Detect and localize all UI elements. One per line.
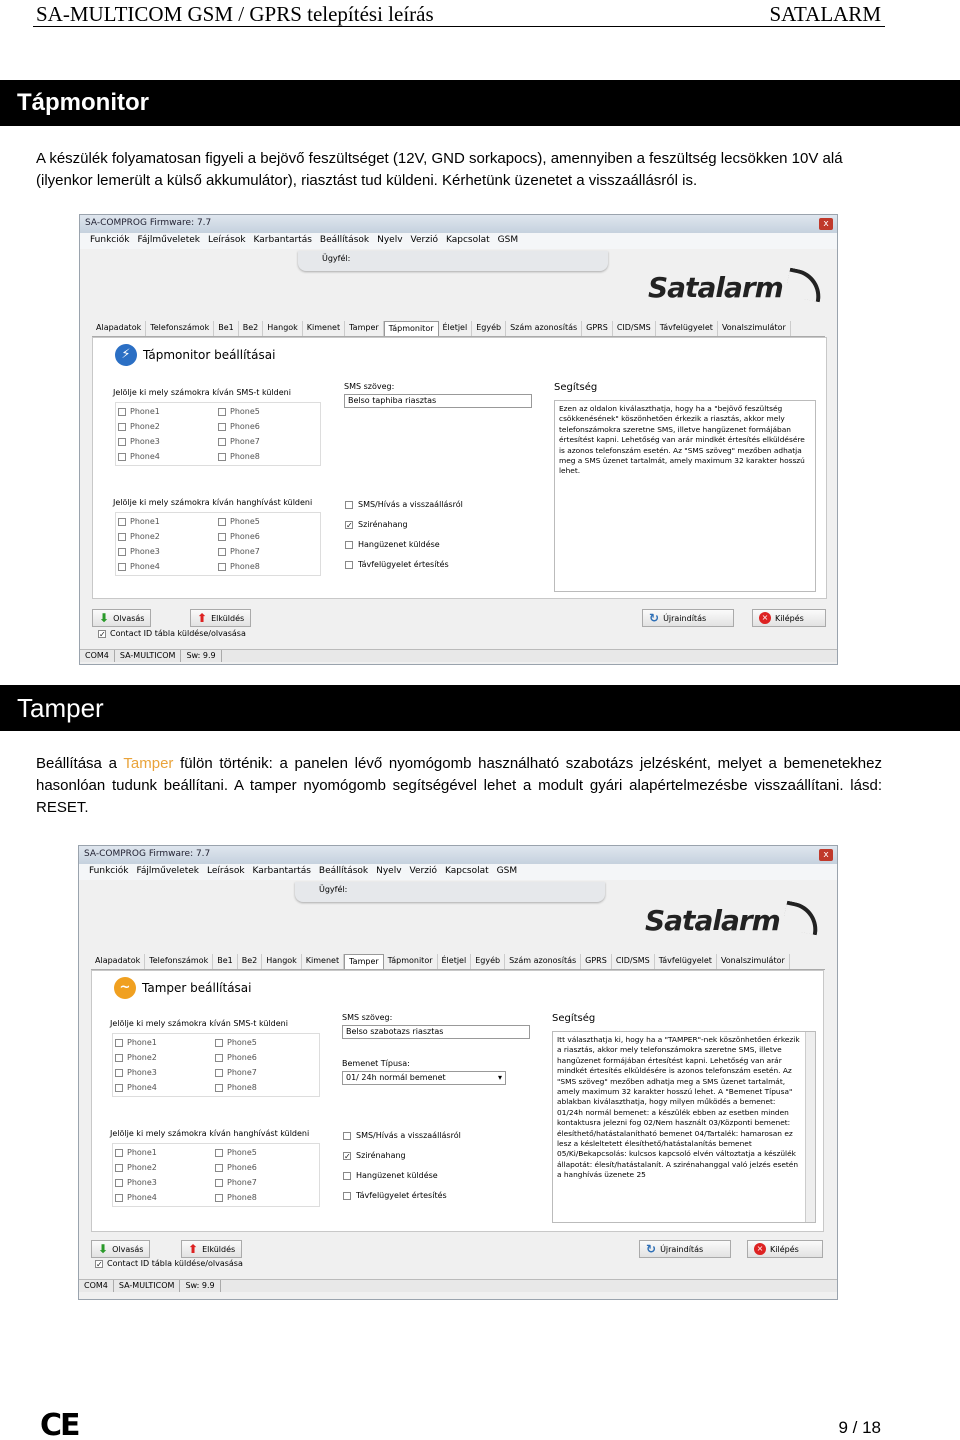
menu-item[interactable]: Nyelv: [376, 866, 402, 876]
voice-group-label: Jelölje ki mely számokra kíván hanghívást küldeni: [113, 498, 313, 507]
section-title-tapmonitor: Tápmonitor: [0, 80, 960, 126]
arrow-down-icon: ⬇: [98, 1242, 109, 1256]
option-siren[interactable]: ✓ Szirénahang: [346, 520, 408, 530]
chevron-down-icon: ▾: [497, 1073, 502, 1082]
voice-phone-list: [115, 512, 321, 576]
menu-item[interactable]: GSM: [496, 866, 518, 876]
sms-group-label: Jelölje ki mely számokra kíván SMS-t küldeni: [113, 388, 291, 397]
input-type-label: Bemenet Típusa:: [342, 1059, 410, 1068]
phone-checkbox[interactable]: Phone5: [218, 517, 318, 526]
contact-id-checkbox[interactable]: ✓ Contact ID tábla küldése/olvasása: [99, 629, 246, 639]
tab-be2[interactable]: Be2: [239, 321, 264, 336]
tab-eletjel[interactable]: Életjel: [439, 321, 473, 336]
arrow-up-icon: ⬆: [197, 611, 208, 625]
exit-button[interactable]: × Kilépés: [747, 1240, 823, 1258]
phone-checkbox[interactable]: Phone7: [215, 1178, 315, 1187]
tab-kimenet[interactable]: Kimenet: [302, 954, 344, 969]
panel-title-text: Tápmonitor beállításai: [143, 348, 276, 362]
menu-item[interactable]: Funkciók: [90, 235, 130, 245]
sms-group-label: Jelölje ki mely számokra kíván SMS-t küldeni: [110, 1019, 288, 1028]
refresh-icon: ↻: [649, 611, 660, 625]
status-sw: Sw: 9.9: [180, 1280, 220, 1292]
tab-hangok[interactable]: Hangok: [262, 954, 302, 969]
status-sw: Sw: 9.9: [181, 650, 221, 662]
header-brand: SATALARM: [769, 2, 881, 26]
client-field[interactable]: Ügyfél:: [295, 882, 605, 902]
menu-bar: [79, 864, 837, 880]
menu-item[interactable]: Funkciók: [89, 866, 129, 876]
phone-checkbox[interactable]: Phone4: [115, 1083, 215, 1092]
tab-eletjel[interactable]: Életjel: [438, 954, 472, 969]
tab-tapmonitor[interactable]: Tápmonitor: [384, 321, 439, 336]
logo-text: Satalarm: [645, 904, 780, 937]
tab-tamper[interactable]: Tamper: [344, 954, 384, 969]
tab-vonalszimulator[interactable]: Vonalszimulátor: [718, 321, 791, 336]
help-scrollbar[interactable]: [805, 1032, 815, 1222]
logo-text: Satalarm: [648, 271, 783, 304]
tab-hangok[interactable]: Hangok: [263, 321, 303, 336]
phone-checkbox[interactable]: Phone8: [215, 1083, 315, 1092]
exit-icon: ×: [759, 612, 771, 624]
phone-checkbox[interactable]: Phone1: [115, 1038, 215, 1047]
menu-item[interactable]: Kapcsolat: [445, 235, 490, 245]
section-title-tamper: Tamper: [0, 685, 960, 731]
tab-tapmonitor[interactable]: Tápmonitor: [384, 954, 438, 969]
ce-mark: CE: [40, 1408, 79, 1440]
tab-gprs[interactable]: GPRS: [581, 954, 612, 969]
phone-checkbox[interactable]: Phone4: [115, 1193, 215, 1202]
sms-phone-list: [115, 402, 321, 466]
panel-title-text: Tamper beállításai: [142, 981, 252, 995]
restart-button[interactable]: ↻ Újraindítás: [642, 609, 734, 627]
voice-group-label: Jelölje ki mely számokra kíván hanghívást küldeni: [110, 1129, 310, 1138]
phone-checkbox[interactable]: Phone6: [218, 532, 318, 541]
phone-checkbox[interactable]: Phone8: [215, 1193, 315, 1202]
phone-checkbox[interactable]: Phone8: [218, 562, 318, 571]
window-title: SA-COMPROG Firmware: 7.7: [80, 215, 837, 233]
option-remote[interactable]: Távfelügyelet értesítés: [343, 1191, 447, 1200]
status-port: COM4: [79, 1280, 114, 1292]
tab-cid-sms[interactable]: CID/SMS: [612, 954, 655, 969]
phone-checkbox[interactable]: Phone5: [215, 1148, 315, 1157]
header-title: SA-MULTICOM GSM / GPRS telepítési leírás: [36, 2, 434, 26]
section-text-tapmonitor: A készülék folyamatosan figyeli a bejövő feszültséget (12V, GND sorkapocs), amennyiben a feszültség lecsökken 10V alá (ilyenkor lemerült a külső akkumulátor), riasztást tud küldeni. Kérhetünk üzenetet a visszaállásról is.: [36, 150, 843, 189]
phone-checkbox[interactable]: Phone3: [115, 1178, 215, 1187]
tab-be2[interactable]: Be2: [238, 954, 263, 969]
phone-checkbox[interactable]: Phone2: [115, 1053, 215, 1062]
phone-checkbox[interactable]: Phone1: [118, 517, 218, 526]
phone-checkbox[interactable]: Phone4: [118, 562, 218, 571]
menu-item[interactable]: Beállítások: [319, 235, 370, 245]
help-text: Ezen az oldalon kiválaszthatja, hogy ha a "bejövő feszültség csökkenésének" köszönhetően érkezik a riasztás, akkor mely telefonszámokra szeretne SMS, illetve hangüzenet formájában értesítést kapni. Lehetőség van arár mindkét értesítés elküldésére is azonos telefonszám esetén. Az "SMS szöveg" mezőben adhatja meg a SMS üzenet tartalmát, amely maximum 32 karakter hosszú lehet.: [554, 400, 816, 592]
option-voice[interactable]: Hangüzenet küldése: [343, 1171, 438, 1180]
menu-item[interactable]: Beállítások: [318, 866, 369, 876]
help-label: Segítség: [552, 1013, 596, 1024]
read-button[interactable]: ⬇ Olvasás: [92, 609, 151, 627]
tab-tavfelugyelet[interactable]: Távfelügyelet: [656, 321, 718, 336]
menu-item[interactable]: Kapcsolat: [444, 866, 489, 876]
phone-checkbox[interactable]: Phone3: [118, 547, 218, 556]
option-restore[interactable]: SMS/Hívás a visszaállásról: [343, 1131, 461, 1140]
page-number: 9 / 18: [838, 1418, 881, 1437]
status-device: SA-MULTICOM: [114, 1280, 181, 1292]
phone-checkbox[interactable]: Phone2: [115, 1163, 215, 1172]
sms-text-label: SMS szöveg:: [344, 382, 395, 391]
sms-phone-list: [112, 1033, 320, 1097]
phone-checkbox[interactable]: Phone6: [215, 1163, 315, 1172]
option-remote[interactable]: Távfelügyelet értesítés: [345, 560, 449, 569]
phone-checkbox[interactable]: Phone4: [118, 452, 218, 461]
menu-item[interactable]: GSM: [497, 235, 519, 245]
tab-egyeb[interactable]: Egyéb: [472, 321, 506, 336]
option-voice[interactable]: Hangüzenet küldése: [345, 540, 440, 549]
send-button[interactable]: ⬆ Elküldés: [190, 609, 251, 627]
tab-tavfelugyelet[interactable]: Távfelügyelet: [655, 954, 717, 969]
tab-telefonszamok[interactable]: Telefonszámok: [146, 321, 214, 336]
status-port: COM4: [80, 650, 115, 662]
phone-checkbox[interactable]: Phone6: [218, 422, 318, 431]
voice-phone-list: [112, 1143, 320, 1207]
phone-checkbox[interactable]: Phone3: [118, 437, 218, 446]
settings-panel: [92, 337, 827, 599]
phone-checkbox[interactable]: Phone7: [218, 437, 318, 446]
panel-title: [114, 977, 252, 999]
tab-egyeb[interactable]: Egyéb: [471, 954, 505, 969]
screenshot-window-tamper: [78, 845, 838, 1300]
phone-checkbox[interactable]: Phone1: [118, 407, 218, 416]
phone-checkbox[interactable]: Phone8: [218, 452, 318, 461]
tab-szam-azonositas[interactable]: Szám azonosítás: [506, 321, 582, 336]
menu-item[interactable]: Verzió: [410, 235, 438, 245]
status-bar: [80, 649, 837, 662]
phone-checkbox[interactable]: Phone1: [115, 1148, 215, 1157]
help-label: Segítség: [554, 382, 598, 393]
option-restore[interactable]: SMS/Hívás a visszaállásról: [345, 500, 463, 509]
status-bar: [79, 1279, 837, 1292]
tab-kimenet[interactable]: Kimenet: [303, 321, 345, 336]
input-type-select[interactable]: 01/ 24h normál bemenet ▾: [342, 1071, 506, 1085]
tab-vonalszimulator[interactable]: Vonalszimulátor: [717, 954, 790, 969]
phone-checkbox[interactable]: Phone3: [115, 1068, 215, 1077]
exit-icon: ×: [754, 1243, 766, 1255]
logo-swoosh-icon: [784, 268, 825, 303]
phone-checkbox[interactable]: Phone5: [215, 1038, 315, 1047]
phone-checkbox[interactable]: Phone2: [118, 422, 218, 431]
help-text: Itt választhatja ki, hogy ha a "TAMPER"-nek köszönhetően érkezik a riasztás, akkor mely telefonszámokra szeretne SMS, illetve hangüzenet formájában értesítést kapni. Lehetőség van arár mindkét értesítés elküldésére is azonos telefonszám esetén. Az "SMS szöveg" mezőben adhatja meg a SMS üzenet tartalmát, amely maximum 32 karakter hosszú lehet. A "Bemenet Típusa" ablakban kiválaszthatja, hogy milyen működés a bemenet: 01/24h normál bemenet: a készülék ebben az esetben minden kontaktusra jelezni fog 02/Nem használt 03/Központi bemenet: élesíthető/hatástalanítható bemenet 04/Tartalék: hamarosan ez lesz a késleltetett élesíthető/hatástalanítás bemenet 05/Ki/Bekapcsolás: kulcsos kapcsoló elvén változtatja a készülék állapotát: élesít/hatástalanít. A szirénahanggal való jelzés esetén a hanghívás üzenete 25: [552, 1031, 816, 1223]
phone-checkbox[interactable]: Phone2: [118, 532, 218, 541]
menu-item[interactable]: Fájlműveletek: [136, 866, 200, 876]
tab-be1[interactable]: Be1: [214, 321, 239, 336]
window-title: SA-COMPROG Firmware: 7.7: [79, 846, 837, 864]
exit-button[interactable]: × Kilépés: [752, 609, 826, 627]
satalarm-logo: [645, 904, 820, 937]
phone-checkbox[interactable]: Phone7: [218, 547, 318, 556]
tab-be1[interactable]: Be1: [213, 954, 238, 969]
menu-item[interactable]: Leírások: [208, 235, 246, 245]
tab-telefonszamok[interactable]: Telefonszámok: [145, 954, 213, 969]
status-device: SA-MULTICOM: [115, 650, 182, 662]
sms-text-input[interactable]: Belso szabotazs riasztas: [342, 1025, 530, 1039]
sms-text-label: SMS szöveg:: [342, 1013, 393, 1022]
menu-item[interactable]: Fájlműveletek: [137, 235, 201, 245]
header-divider: [33, 26, 885, 27]
phone-checkbox[interactable]: Phone5: [218, 407, 318, 416]
settings-panel: [91, 970, 824, 1232]
tab-szam-azonositas[interactable]: Szám azonosítás: [505, 954, 581, 969]
option-siren[interactable]: ✓ Szirénahang: [344, 1151, 406, 1161]
close-icon[interactable]: x: [819, 849, 833, 861]
restart-button[interactable]: ↻ Újraindítás: [639, 1240, 731, 1258]
sms-text-input[interactable]: Belso taphiba riasztas: [344, 394, 532, 408]
panel-title: [115, 344, 275, 366]
tab-tamper[interactable]: Tamper: [345, 321, 384, 336]
tab-bar: [91, 954, 825, 970]
tab-bar: [92, 321, 825, 337]
tab-gprs[interactable]: GPRS: [582, 321, 613, 336]
menu-item[interactable]: Leírások: [207, 866, 245, 876]
refresh-icon: ↻: [646, 1242, 657, 1256]
client-field[interactable]: Ügyfél:: [298, 251, 608, 271]
phone-checkbox[interactable]: Phone6: [215, 1053, 315, 1062]
tab-alapadatok[interactable]: Alapadatok: [91, 954, 145, 969]
satalarm-logo: [648, 271, 823, 304]
tab-cid-sms[interactable]: CID/SMS: [613, 321, 656, 336]
screenshot-window-tapmonitor: [79, 214, 838, 665]
tab-alapadatok[interactable]: Alapadatok: [92, 321, 146, 336]
menu-item[interactable]: Karbantartás: [252, 866, 311, 876]
menu-item[interactable]: Nyelv: [377, 235, 403, 245]
section-text-tamper: Beállítása a Tamper fülön történik: a panelen lévő nyomógomb használható szabotázs jelzésként, melyet a bemenetekhez hasonlóan tudunk beállítani. A tamper nyomógomb segítségével lehet a modult gyári alapértelmezésbe visszaállítani. lásd: RESET.: [36, 755, 882, 816]
lightning-icon: ⚡: [115, 344, 137, 366]
contact-id-checkbox[interactable]: ✓ Contact ID tábla küldése/olvasása: [96, 1259, 243, 1269]
tamper-icon: ~: [114, 977, 136, 999]
menu-item[interactable]: Verzió: [409, 866, 437, 876]
logo-swoosh-icon: [781, 901, 822, 936]
close-icon[interactable]: x: [819, 218, 833, 230]
menu-item[interactable]: Karbantartás: [253, 235, 312, 245]
tamper-link: Tamper: [123, 755, 174, 772]
menu-bar: [80, 233, 837, 249]
arrow-up-icon: ⬆: [188, 1242, 199, 1256]
send-button[interactable]: ⬆ Elküldés: [181, 1240, 242, 1258]
phone-checkbox[interactable]: Phone7: [215, 1068, 315, 1077]
arrow-down-icon: ⬇: [99, 611, 110, 625]
read-button[interactable]: ⬇ Olvasás: [91, 1240, 150, 1258]
